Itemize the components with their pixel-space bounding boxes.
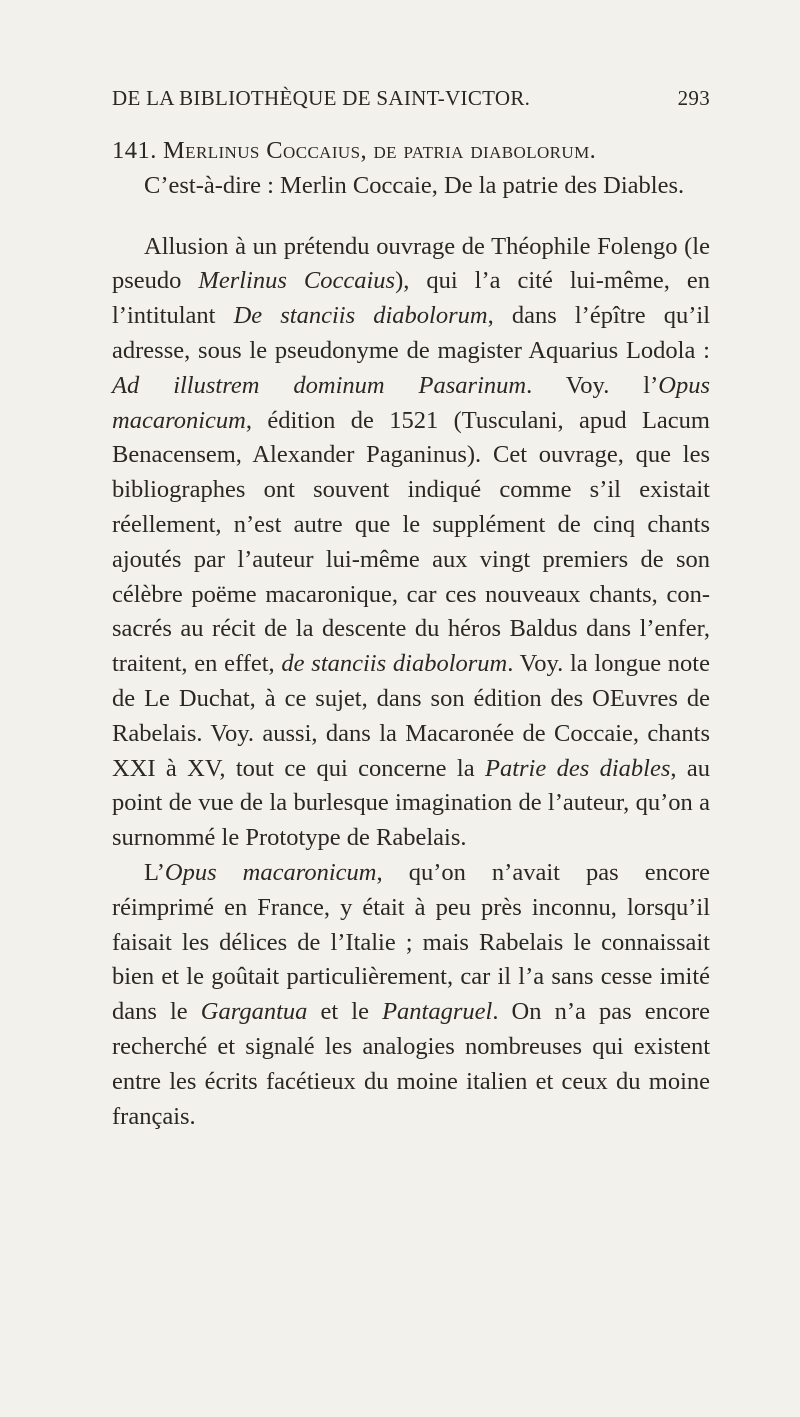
text-run: . Voy. la longue note de Le Duchat, à ce sujet, dans son édition des OEuvres de Rabelais. Voy. aussi, dans la Macaronée de Coccaie, chants XXI à XV, tout ce qui concerne la	[112, 650, 710, 782]
italic-title: Merlinus Coccaius	[198, 267, 396, 295]
entry-title: Merlinus Coccaius, de patria diabolorum.	[163, 137, 597, 164]
entry-heading	[112, 134, 710, 169]
italic-title: Pantagruel	[382, 998, 493, 1026]
italic-title: Opus macaronicum	[164, 858, 377, 886]
text-run: , édition de 1521 (Tusculani, apud Lacum Benacensem, Alexander Paganinus). Cet ouvrage, que les bibliographes ont souvent indiqué comme s’il existait réellement, n’est autre que le supplément de cinq chants ajoutés par l’auteur lui-même aux vingt premiers de son célèbre poëme macaronique, car ces nouveaux chants, consacrés au récit de la descente du héros Baldus dans l’enfer, traitent, en effet,	[112, 406, 710, 678]
text-run: , qu’on n’avait pas encore réimprimé en France, y était à peu près inconnu, lorsqu’il faisait les délices de l’Italie ; mais Rabelais le connaissait bien et le goûtait particulièrement, car il l’a sans cesse imité dans le	[112, 858, 710, 1026]
catalog-entry	[112, 134, 710, 1134]
italic-title: De stanciis diabolorum	[233, 302, 488, 330]
text-run: . Voy. l’	[526, 371, 659, 399]
text-run: , dans l’épître qu’il adresse, sous le pseudonyme de magister Aquarius Lodola :	[112, 302, 711, 364]
italic-title: Ad illustrem dominum Pasarinum	[112, 371, 527, 399]
text-run: , au point de vue de la burlesque imagination de l’auteur, qu’on a surnommé le Prototype de Rabelais.	[112, 754, 711, 852]
page-number: 293	[677, 86, 710, 110]
text-run: ), qui l’a cité lui-même, en l’intitulant	[112, 267, 710, 330]
text-run: L’	[144, 858, 165, 886]
commentary-paragraph-2	[112, 856, 710, 1134]
text-run: . On n’a pas encore recherché et signalé les analogies nombreuses qui existent entre les écrits facétieux du moine italien et ceux du moine français.	[112, 998, 710, 1130]
italic-title: Gargantua	[200, 998, 308, 1026]
italic-title: de stanciis diabolorum	[281, 650, 508, 678]
text-run: Allusion à un prétendu ouvrage de Théophile Folengo (le pseudo	[112, 232, 710, 295]
commentary-paragraph-1	[112, 230, 710, 856]
italic-title: Patrie des diables	[484, 754, 671, 782]
entry-number: 141.	[112, 137, 157, 164]
italic-title: Opus macaronicum	[112, 371, 711, 434]
text-run: et le	[307, 998, 383, 1026]
entry-translation: C’est-à-dire : Merlin Coccaie, De la patrie des Diables.	[144, 171, 685, 199]
running-head-title: DE LA BIBLIOTHÈQUE DE SAINT-VICTOR.	[112, 86, 531, 110]
